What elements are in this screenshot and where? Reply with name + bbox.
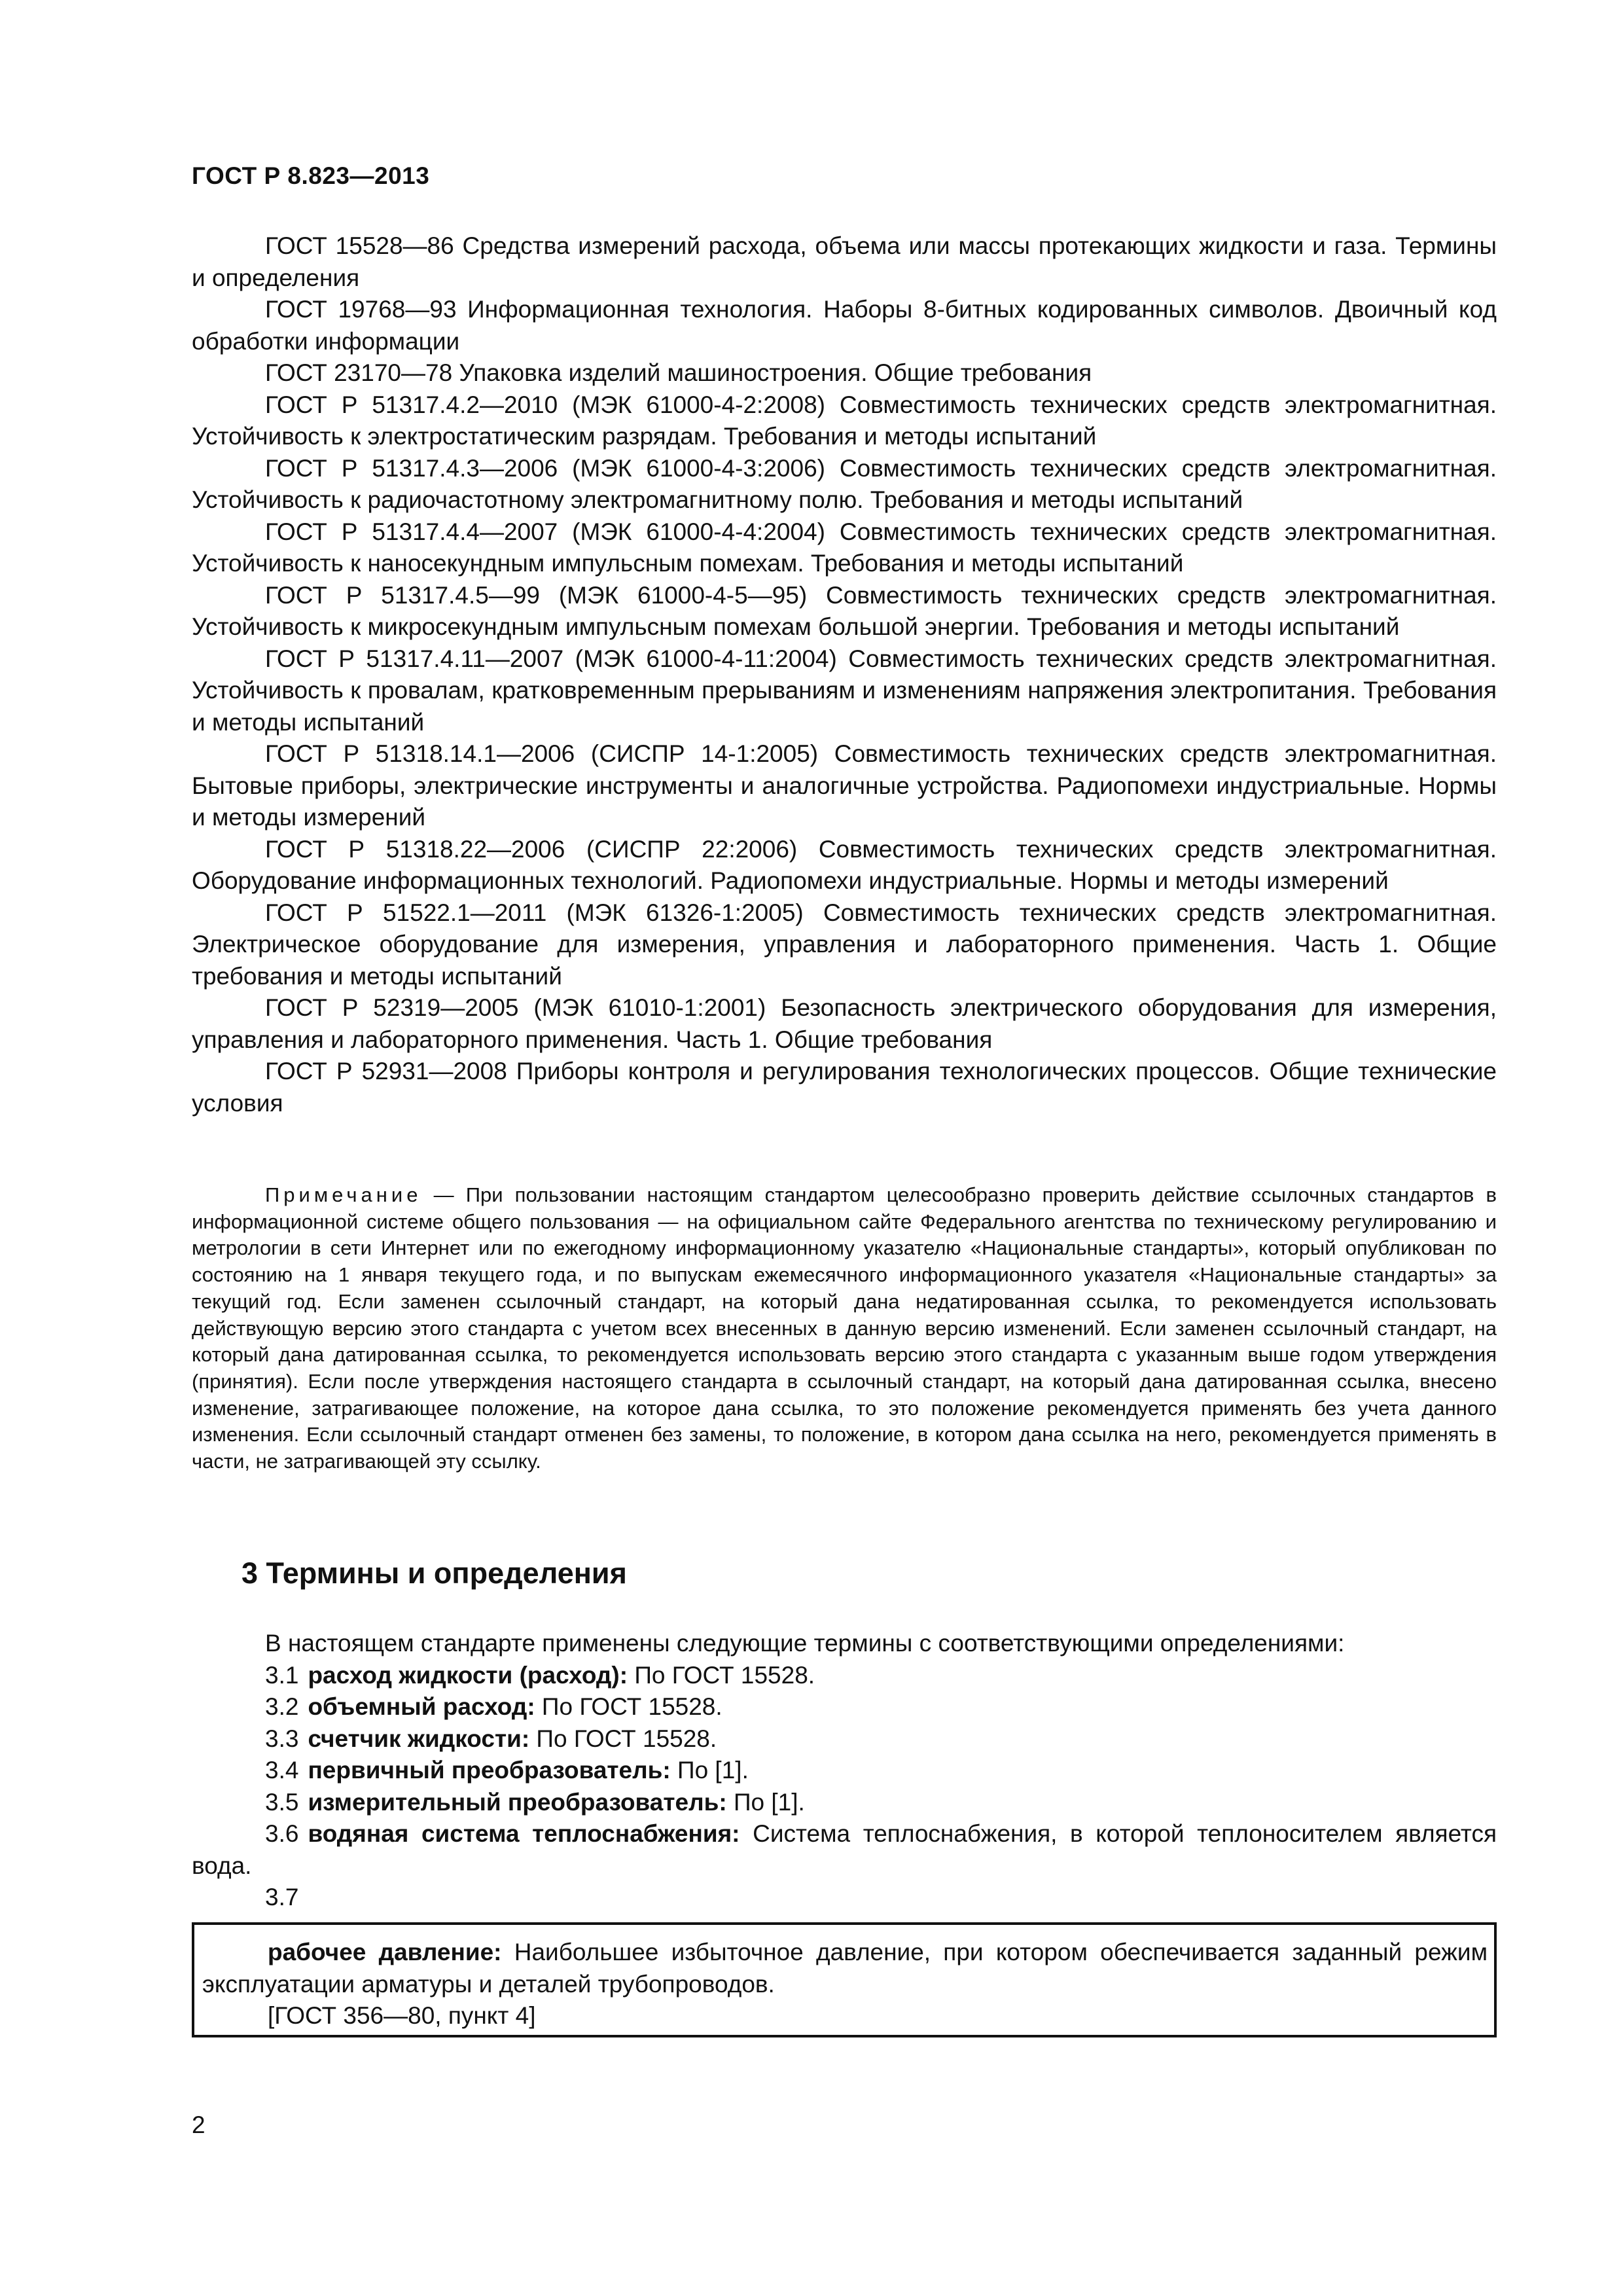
term-item [192, 1723, 1497, 1755]
boxed-term-definition [192, 1922, 1497, 2037]
term-definition: По [1]. [726, 1788, 805, 1816]
terms-list [192, 1628, 1497, 1914]
term-definition: По [1]. [670, 1757, 749, 1784]
reference-item: ГОСТ 15528—86 Средства измерений расхода, объема или массы протекающих жидкости и газа. Термины и определения [192, 232, 1497, 291]
term-number: 3.1 [265, 1661, 299, 1689]
reference-item: ГОСТ Р 52319—2005 (МЭК 61010-1:2001) Безопасность электрического оборудования для измерения, управления и лабораторного применения. Часть 1. Общие требования [192, 994, 1497, 1053]
reference-item: ГОСТ 19768—93 Информационная технология. Наборы 8-битных кодированных символов. Двоичный код обработки информации [192, 296, 1497, 355]
reference-item: ГОСТ Р 51318.14.1—2006 (СИСПР 14-1:2005) Совместимость технических средств электромагнитная. Бытовые приборы, электрические инструменты и аналогичные устройства. Радиопомехи индустриальные. Нормы и методы измерений [192, 740, 1497, 831]
term-name: измерительный преобразователь: [308, 1788, 727, 1816]
reference-item: ГОСТ Р 51317.4.11—2007 (МЭК 61000-4-11:2004) Совместимость технических средств электромагнитная. Устойчивость к провалам, кратковременным прерываниям и изменениям напряжения электропитания. Требования и методы испытаний [192, 645, 1497, 736]
note-label: Примечание [265, 1183, 422, 1206]
term-source: [ГОСТ 356—80, пункт 4] [268, 2002, 536, 2029]
term-item [192, 1755, 1497, 1787]
term-definition: По ГОСТ 15528. [529, 1725, 717, 1752]
term-item [192, 1787, 1497, 1819]
reference-item: ГОСТ Р 51317.4.4—2007 (МЭК 61000-4-4:2004) Совместимость технических средств электромагнитная. Устойчивость к наносекундным импульсным помехам. Требования и методы испытаний [192, 518, 1497, 577]
term-name: первичный преобразователь: [308, 1757, 671, 1784]
document-header: ГОСТ Р 8.823—2013 [192, 162, 430, 189]
term-name: объемный расход: [308, 1693, 535, 1720]
term-name: счетчик жидкости: [308, 1725, 530, 1752]
term-number: 3.7 [265, 1884, 299, 1910]
note-text: — При пользовании настоящим стандартом целесообразно проверить действие ссылочных стандартов в информационной системе общего пользования — на официальном сайте Федерального агентства по техническому регулированию и метрологии в сети Интернет или по ежегодному информационному указателю «Национальные стандарты», который опубликован по состоянию на 1 января текущего года, и по выпускам ежемесячного информационного указателя «Национальные стандарты» за текущий год. Если заменен ссылочный стандарт, на который дана недатированная ссылка, то рекомендуется использовать действующую версию этого стандарта с учетом всех внесенных в данную версию изменений. Если заменен ссылочный стандарт, на который дана датированная ссылка, то рекомендуется использовать версию этого стандарта с указанным выше годом утверждения (принятия). Если после утверждения настоящего стандарта в ссылочный стандарт, на который дана датированная ссылка, внесено изменение, затрагивающее положение, на которое дана ссылка, то это положение рекомендуется применять без учета данного изменения. Если ссылочный стандарт отменен без замены, то положение, в котором дана ссылка на него, рекомендуется применять в части, не затрагивающей эту ссылку. [192, 1183, 1497, 1473]
term-definition: Наибольшее избыточное давление, при котором обеспечивается заданный режим эксплуатации арматуры и деталей трубопроводов. [202, 1939, 1488, 1998]
term-number: 3.2 [265, 1693, 299, 1720]
term-item [192, 1660, 1497, 1692]
reference-item: ГОСТ 23170—78 Упаковка изделий машиностроения. Общие требования [265, 359, 1092, 386]
reference-item: ГОСТ Р 51317.4.3—2006 (МЭК 61000-4-3:2006) Совместимость технических средств электромагнитная. Устойчивость к радиочастотному электромагнитному полю. Требования и методы испытаний [192, 454, 1497, 513]
section-title: 3 Термины и определения [241, 1556, 627, 1590]
term-number: 3.4 [265, 1757, 299, 1784]
normative-references-list [192, 230, 1497, 1119]
reference-item: ГОСТ Р 51317.4.5—99 (МЭК 61000-4-5—95) Совместимость технических средств электромагнитная. Устойчивость к микросекундным импульсным помехам большой энергии. Требования и методы испытаний [192, 581, 1497, 640]
term-number: 3.3 [265, 1725, 299, 1752]
term-number: 3.5 [265, 1788, 299, 1816]
reference-item: ГОСТ Р 51318.22—2006 (СИСПР 22:2006) Совместимость технических средств электромагнитная. Оборудование информационных технологий. Радиопомехи индустриальные. Нормы и методы измерений [192, 835, 1497, 894]
term-name: рабочее давление: [268, 1939, 502, 1965]
term-definition: По ГОСТ 15528. [535, 1693, 722, 1720]
term-item [192, 1882, 1497, 1914]
terms-intro: В настоящем стандарте применены следующие термины с соответствующими определениями: [265, 1630, 1345, 1657]
references-note [192, 1182, 1497, 1475]
reference-item: ГОСТ Р 51317.4.2—2010 (МЭК 61000-4-2:2008) Совместимость технических средств электромагнитная. Устойчивость к электростатическим разрядам. Требования и методы испытаний [192, 391, 1497, 450]
term-definition: Система теплоснабжения, в которой теплоносителем является вода. [192, 1820, 1497, 1879]
term-item [192, 1691, 1497, 1723]
reference-item: ГОСТ Р 51522.1—2011 (МЭК 61326-1:2005) Совместимость технических средств электромагнитная. Электрическое оборудование для измерения, управления и лабораторного применения. Часть 1. Общие требования и методы испытаний [192, 899, 1497, 990]
term-definition: По ГОСТ 15528. [628, 1661, 815, 1689]
boxed-term [194, 1937, 1488, 2000]
term-name: расход жидкости (расход): [308, 1661, 628, 1689]
term-item [192, 1818, 1497, 1882]
reference-item: ГОСТ Р 52931—2008 Приборы контроля и регулирования технологических процессов. Общие технические условия [192, 1058, 1497, 1117]
term-name: водяная система теплоснабжения: [308, 1820, 740, 1847]
term-number: 3.6 [265, 1820, 299, 1847]
page-number: 2 [192, 2111, 205, 2138]
